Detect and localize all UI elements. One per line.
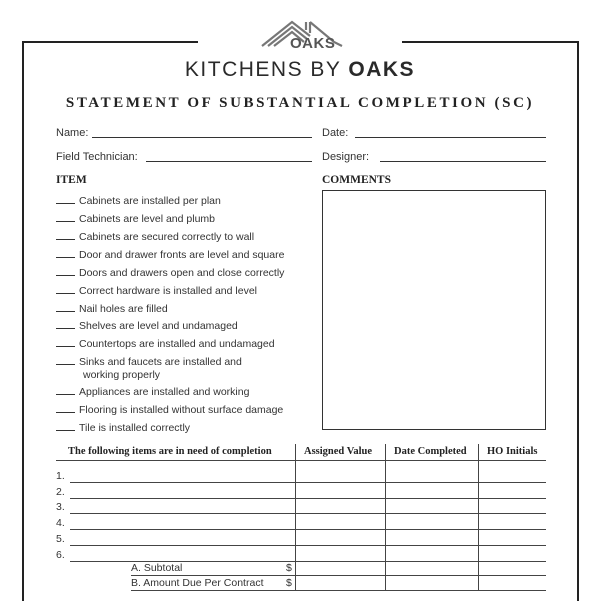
field-technician-field[interactable] — [146, 161, 312, 162]
table-column-divider — [478, 444, 479, 591]
checklist-item[interactable]: Doors and drawers open and close correctly — [56, 267, 284, 279]
designer-field[interactable] — [380, 161, 546, 162]
subtotal-row[interactable] — [131, 575, 546, 576]
table-header-assigned-value: Assigned Value — [304, 446, 372, 457]
amount-due-currency: $ — [286, 577, 292, 589]
checklist-item[interactable]: Flooring is installed without surface damage — [56, 404, 283, 416]
comments-heading: COMMENTS — [322, 174, 391, 186]
table-header-date-completed: Date Completed — [394, 446, 467, 457]
check-blank[interactable] — [56, 346, 75, 347]
check-blank[interactable] — [56, 275, 75, 276]
table-row[interactable] — [70, 498, 546, 499]
name-field[interactable] — [92, 137, 312, 138]
check-blank[interactable] — [56, 257, 75, 258]
table-column-divider — [385, 444, 386, 591]
table-row-number: 6. — [56, 549, 65, 561]
check-blank[interactable] — [56, 203, 75, 204]
checklist-item-continuation: working properly — [83, 369, 161, 381]
check-blank[interactable] — [56, 239, 75, 240]
name-label: Name: — [56, 127, 89, 139]
amount-due-label: B. Amount Due Per Contract — [131, 577, 264, 589]
brand-name: OAKS — [348, 58, 416, 81]
checklist-item[interactable]: Sinks and faucets are installed and — [56, 356, 242, 368]
table-row-number: 4. — [56, 517, 65, 529]
table-row[interactable] — [70, 482, 546, 483]
checklist-item[interactable]: Correct hardware is installed and level — [56, 285, 257, 297]
checklist-item[interactable]: Cabinets are installed per plan — [56, 195, 221, 207]
date-field[interactable] — [355, 137, 546, 138]
checklist-item[interactable]: Shelves are level and undamaged — [56, 320, 238, 332]
table-row[interactable] — [70, 513, 546, 514]
table-row-number: 1. — [56, 470, 65, 482]
checklist-item[interactable]: Countertops are installed and undamaged — [56, 338, 275, 350]
table-row-number: 5. — [56, 533, 65, 545]
designer-label: Designer: — [322, 151, 370, 163]
table-row[interactable] — [70, 545, 546, 546]
table-header-rule — [56, 460, 546, 461]
brand-heading — [0, 58, 600, 82]
check-blank[interactable] — [56, 430, 75, 431]
check-blank[interactable] — [56, 412, 75, 413]
frame-top-left — [22, 41, 198, 43]
table-row[interactable] — [70, 529, 546, 530]
comments-box[interactable] — [322, 190, 546, 430]
checklist-item[interactable]: Cabinets are secured correctly to wall — [56, 231, 254, 243]
table-row-number: 2. — [56, 486, 65, 498]
check-blank[interactable] — [56, 293, 75, 294]
table-column-divider — [295, 444, 296, 591]
date-label: Date: — [322, 127, 349, 139]
checklist-item[interactable]: Appliances are installed and working — [56, 386, 249, 398]
frame-top-right — [402, 41, 578, 43]
check-blank[interactable] — [56, 311, 75, 312]
table-row-number: 3. — [56, 501, 65, 513]
checklist-item[interactable]: Tile is installed correctly — [56, 422, 190, 434]
field-technician-label: Field Technician: — [56, 151, 138, 163]
logo-wordmark: OAKS — [290, 35, 336, 52]
subtotal-currency: $ — [286, 562, 292, 574]
document-title: STATEMENT OF SUBSTANTIAL COMPLETION (SC) — [65, 95, 535, 111]
checklist-item[interactable]: Cabinets are level and plumb — [56, 213, 215, 225]
table-header-items: The following items are in need of completion — [68, 446, 272, 457]
checklist-item[interactable]: Nail holes are filled — [56, 303, 168, 315]
checklist-item[interactable]: Door and drawer fronts are level and square — [56, 249, 284, 261]
check-blank[interactable] — [56, 328, 75, 329]
frame-left — [22, 41, 24, 601]
frame-right — [577, 41, 579, 601]
brand-prefix: KITCHENS BY — [184, 58, 349, 81]
item-heading: ITEM — [56, 174, 87, 186]
subtotal-label: A. Subtotal — [131, 562, 183, 574]
check-blank[interactable] — [56, 394, 75, 395]
check-blank[interactable] — [56, 364, 75, 365]
table-header-ho-initials: HO Initials — [487, 446, 538, 457]
check-blank[interactable] — [56, 221, 75, 222]
